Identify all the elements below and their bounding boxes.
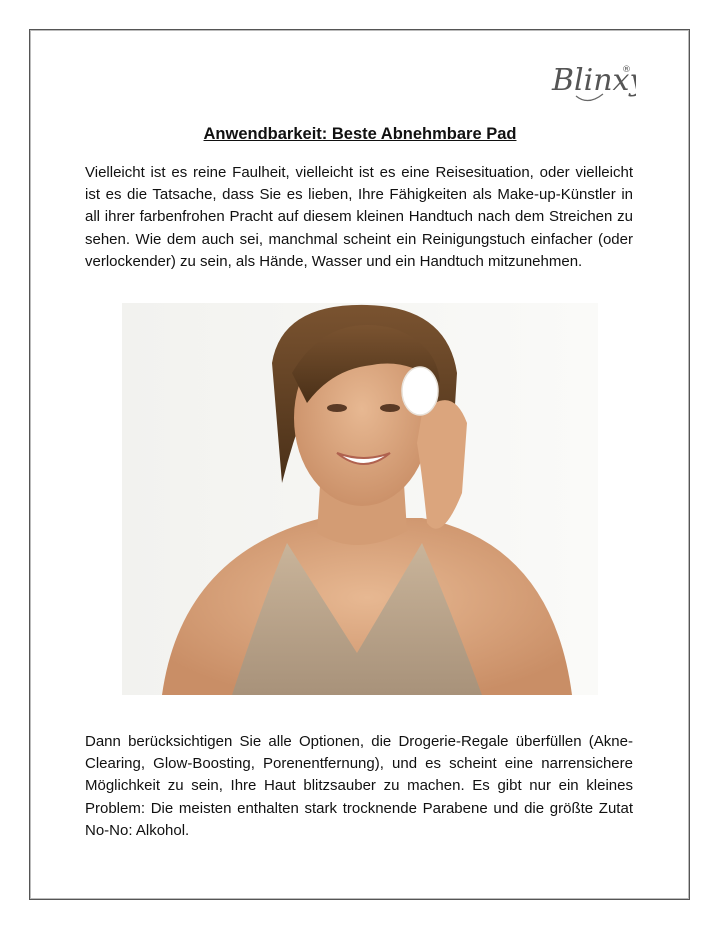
logo-registered-mark: ®: [622, 65, 631, 75]
paragraph-intro: Vielleicht ist es reine Faulheit, vielleicht ist es eine Reisesituation, oder vielleicht ist es die Tatsache, dass Sie es lieben, Ihre Fähigkeiten als Make-up-Künstler in all ihrer farbenfrohen Pracht auf diesem kleinen Handtuch nach dem Streichen zu sehen. Wie dem auch sei, manchmal scheint ein Reinigungstuch einfacher (oder verlockender) zu sein, als Hände, Wasser und ein Handtuch mitzunehmen.: [85, 164, 633, 270]
paragraph-options: Dann berücksichtigen Sie alle Optionen, die Drogerie-Regale überfüllen (Akne-Clearing, Glow-Boosting, Porenentfernung), und es scheint eine narrensichere Möglichkeit zu sein, Ihre Haut blitzsauber zu machen. Es gibt nur ein kleines Problem: Die meisten enthalten stark trocknende Parabene und die größte Zutat No-No: Alkohol.: [85, 733, 633, 839]
brand-logo: [548, 50, 636, 110]
page-title: Anwendbarkeit: Beste Abnehmbare Pad: [203, 125, 517, 143]
logo-text: Blinx: [552, 63, 630, 98]
woman-with-cotton-pad-photo: [122, 303, 598, 695]
